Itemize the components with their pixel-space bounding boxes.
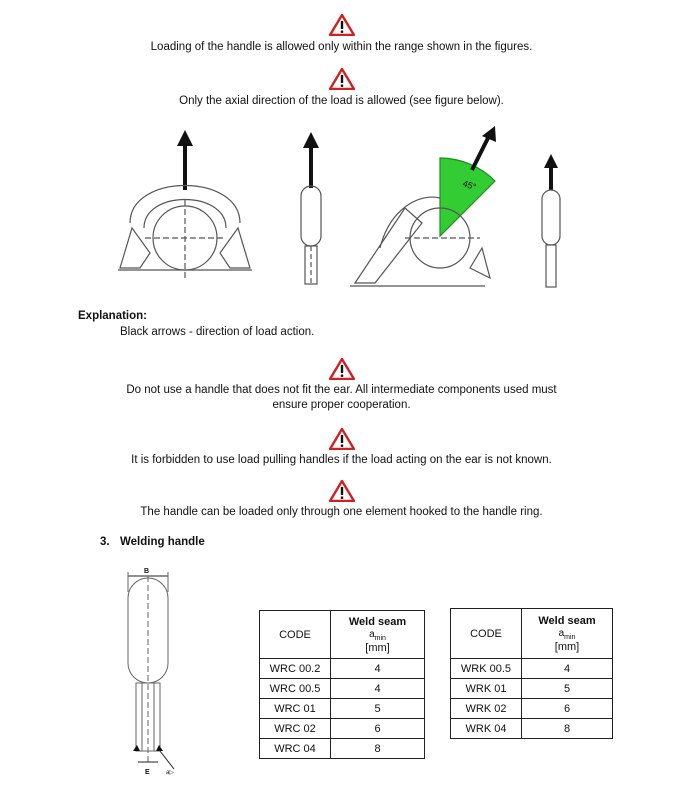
header-weld-seam: Weld seam $a_{min}$ [mm] (522, 609, 613, 659)
warning-icon-1 (0, 14, 683, 36)
table-row: WRC 04 8 (260, 739, 425, 759)
warning-icon-4 (0, 428, 683, 450)
angle-label: 45° (461, 178, 478, 193)
welding-handle-drawing (120, 562, 190, 782)
angled-view-handle (350, 126, 496, 286)
table-row: WRC 02 6 (260, 719, 425, 739)
warning-text-3: Do not use a handle that does not fit the ear. All intermediate components used must ensure proper cooperation. (126, 384, 557, 411)
table-row: WRK 01 5 (451, 679, 613, 699)
warning-text-1: Loading of the handle is allowed only within the range shown in the figures. (150, 41, 533, 53)
section-number: 3. (100, 536, 110, 548)
header-weld-seam: Weld seam $a_{min}$ [mm] (331, 611, 425, 659)
side-view-handle (301, 132, 321, 286)
weld-table-wrk (450, 608, 613, 739)
table-row: WRK 04 8 (451, 719, 613, 739)
table-row: WRK 02 6 (451, 699, 613, 719)
header-code: CODE (260, 611, 331, 659)
header-code: CODE (451, 609, 522, 659)
warning-text-2: Only the axial direction of the load is allowed (see figure below). (179, 95, 504, 107)
table-row: WRC 00.2 4 (260, 659, 425, 679)
warning-text-4: It is forbidden to use load pulling handles if the load acting on the ear is not known. (131, 454, 552, 466)
front-view-handle (118, 130, 252, 278)
explanation-heading: Explanation: (78, 310, 148, 322)
warning-icon-2 (0, 68, 683, 90)
table-row: WRC 01 5 (260, 699, 425, 719)
explanation-text: Black arrows - direction of load action. (120, 326, 315, 338)
dim-label-b: B (144, 568, 150, 575)
table-row: WRC 00.5 4 (260, 679, 425, 699)
warning-icon-3 (0, 358, 683, 380)
warning-text-5: The handle can be loaded only through one element hooked to the handle ring. (140, 506, 543, 518)
dim-label-e: E (145, 769, 150, 776)
side-view-handle-small (542, 154, 560, 287)
section-title: Welding handle (120, 536, 205, 548)
warning-icon-5 (0, 480, 683, 502)
weld-symbol: a▷ (166, 770, 174, 776)
table-row: WRK 00.5 4 (451, 659, 613, 679)
weld-table-wrc (259, 610, 425, 759)
load-direction-figure (110, 118, 580, 298)
